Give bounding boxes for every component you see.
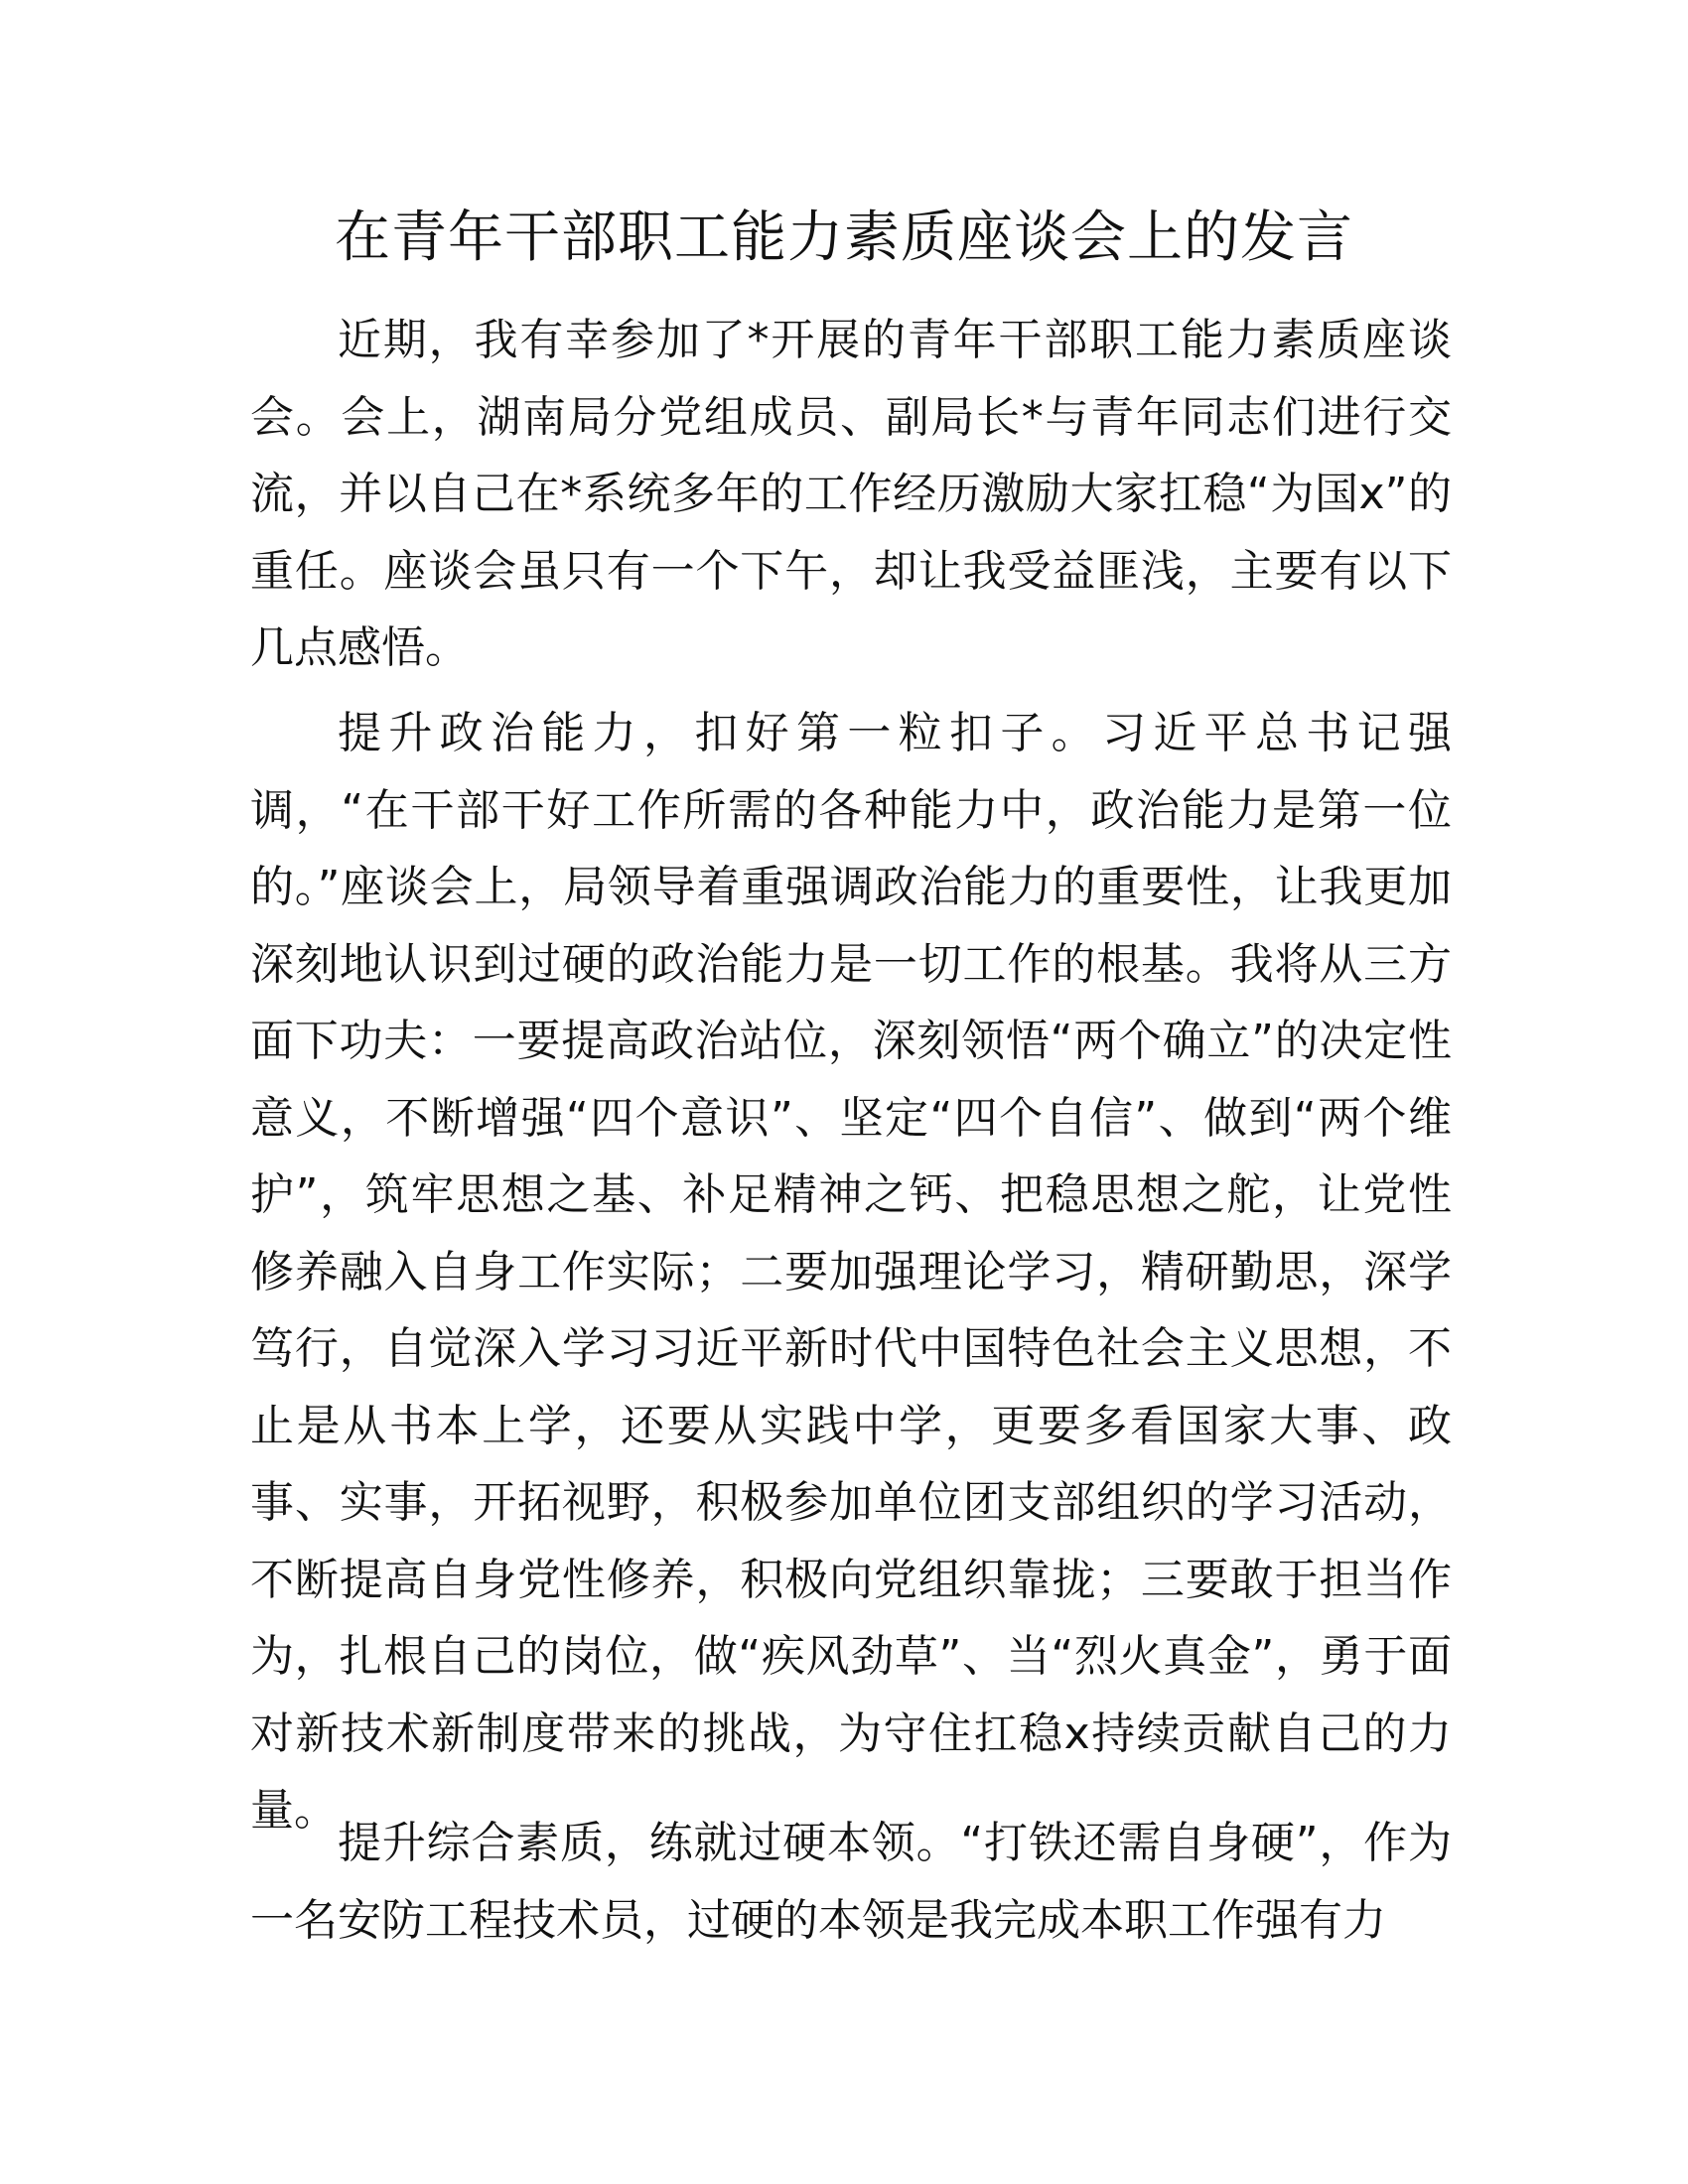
- paragraph-comprehensive-quality: 提升综合素质，练就过硬本领。“打铁还需自身硬”，作为一名安防工程技术员，过硬的本领是我完成本职工作强有力: [250, 1818, 1452, 1946]
- paragraph-intro: 近期，我有幸参加了*开展的青年干部职工能力素质座谈会。会上，湖南局分党组成员、副局长*与青年同志们进行交流，并以自己在*系统多年的工作经历激励大家扛稳“为国x”的重任。座谈会虽只有一个下午，却让我受益匪浅，主要有以下几点感悟。: [250, 315, 1452, 673]
- paragraph-political-ability: 提升政治能力，扣好第一粒扣子。习近平总书记强调，“在干部干好工作所需的各种能力中，政治能力是第一位的。”座谈会上，局领导着重强调政治能力的重要性，让我更加深刻地认识到过硬的政治能力是一切工作的根基。我将从三方面下功夫：一要提高政治站位，深刻领悟“两个确立”的决定性意义，不断增强“四个意识”、坚定“四个自信”、做到“两个维护”，筑牢思想之基、补足精神之钙、把稳思想之舵，让党性修养融入自身工作实际；二要加强理论学习，精研勤思，深学笃行，自觉深入学习习近平新时代中国特色社会主义思想，不止是从书本上学，还要从实践中学，更要多看国家大事、政事、实事，开拓视野，积极参加单位团支部组织的学习活动，不断提高自身党性修养，积极向党组织靠拢；三要敢于担当作为，扎根自己的岗位，做“疾风劲草”、当“烈火真金”，勇于面对新技术新制度带来的挑战，为守住扛稳x持续贡献自己的力量。: [250, 708, 1452, 1836]
- document-title: 在青年干部职工能力素质座谈会上的发言: [335, 205, 1353, 270]
